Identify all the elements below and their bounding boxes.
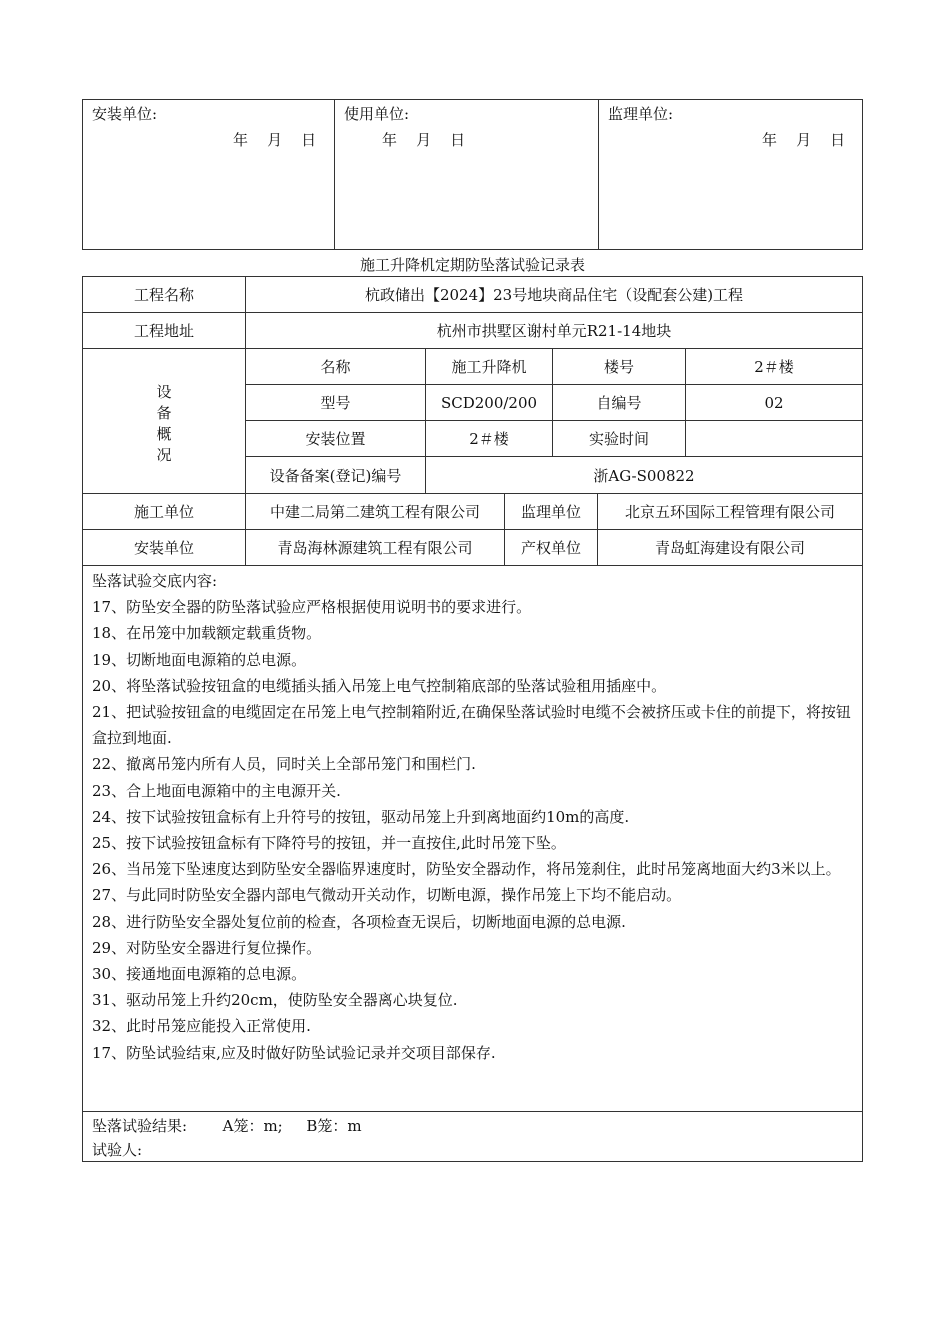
test-result-label: 坠落试验结果: xyxy=(92,1117,188,1135)
self-number-label: 自编号 xyxy=(553,385,686,420)
test-briefing-step: 21、把试验按钮盒的电缆固定在吊笼上电气控制箱附近,在确保坠落试验时电缆不会被挤压或卡住的前提下，将按钮盒拉到地面. xyxy=(92,703,851,748)
test-briefing-heading: 坠落试验交底内容: xyxy=(92,572,218,590)
project-name-label: 工程名称 xyxy=(83,277,246,312)
test-briefing-step: 18、在吊笼中加载额定载重货物。 xyxy=(92,624,322,643)
equipment-overview xyxy=(83,349,862,494)
record-number-value: 浙AG-S00822 xyxy=(593,467,695,485)
form-title: 施工升降机定期防坠落试验记录表 xyxy=(359,256,585,274)
construction-unit-row xyxy=(83,494,862,530)
test-briefing-step: 17、防坠试验结束,应及时做好防坠试验记录并交项目部保存. xyxy=(92,1043,496,1062)
self-number-value: 02 xyxy=(764,393,784,412)
model-value: SCD200/200 xyxy=(426,385,553,420)
test-briefing-content xyxy=(83,566,862,1112)
supervision-unit-signature-label: 监理单位: xyxy=(608,105,674,123)
signature-table xyxy=(82,99,863,250)
equipment-label-char: 况 xyxy=(156,446,172,464)
install-unit-value: 青岛海林源建筑工程有限公司 xyxy=(246,530,505,565)
test-time-label: 实验时间 xyxy=(553,421,686,456)
install-unit-row xyxy=(83,530,862,566)
project-address-label: 工程地址 xyxy=(83,313,246,348)
equipment-label-char: 概 xyxy=(156,425,172,443)
install-unit-signature-date: 年 月 日 xyxy=(233,131,317,149)
test-result-section xyxy=(83,1112,862,1161)
record-number-row xyxy=(246,457,862,494)
cage-a-result: A笼：m; xyxy=(222,1117,283,1135)
install-location-value: 2＃楼 xyxy=(426,421,553,456)
tester-line xyxy=(92,1138,853,1162)
project-name-value: 杭政储出【2024】23号地块商品住宅（设配套公建)工程 xyxy=(364,286,744,304)
test-briefing-step: 17、防坠安全器的防坠落试验应严格根据使用说明书的要求进行。 xyxy=(92,598,532,617)
supervision-unit-label: 监理单位 xyxy=(505,494,598,529)
test-briefing-step: 27、与此同时防坠安全器内部电气微动开关动作，切断电源，操作吊笼上下均不能启动。 xyxy=(92,886,682,905)
install-unit-label: 安装单位 xyxy=(83,530,246,565)
equipment-label-char: 备 xyxy=(156,404,172,422)
supervision-unit-signature-date: 年 月 日 xyxy=(762,131,846,149)
user-unit-signature-label: 使用单位: xyxy=(344,105,410,123)
supervision-unit-signature-cell xyxy=(599,100,862,249)
test-briefing-step: 22、撤离吊笼内所有人员，同时关上全部吊笼门和围栏门. xyxy=(92,755,476,774)
user-unit-signature-date: 年 月 日 xyxy=(382,131,466,149)
user-unit-signature-cell xyxy=(335,100,599,249)
test-result-line xyxy=(92,1114,853,1138)
construction-unit-label: 施工单位 xyxy=(83,494,246,529)
test-briefing-step: 25、按下试验按钮盒标有下降符号的按钮，并一直按住,此时吊笼下坠。 xyxy=(92,834,566,853)
test-briefing-step: 28、进行防坠安全器处复位前的检查，各项检查无误后，切断地面电源的总电源. xyxy=(92,912,626,931)
install-unit-signature-cell xyxy=(83,100,335,249)
project-address-row xyxy=(83,313,862,349)
project-name-row xyxy=(83,277,862,313)
equipment-name-label: 名称 xyxy=(246,349,426,384)
tester-label: 试验人: xyxy=(92,1141,143,1159)
test-briefing-step: 29、对防坠安全器进行复位操作。 xyxy=(92,938,322,957)
equipment-name-value: 施工升降机 xyxy=(426,349,553,384)
install-location-label: 安装位置 xyxy=(246,421,426,456)
construction-unit-value: 中建二局第二建筑工程有限公司 xyxy=(246,494,505,529)
equipment-model-row xyxy=(246,385,862,421)
test-briefing-step: 19、切断地面电源箱的总电源。 xyxy=(92,650,307,669)
record-table xyxy=(82,276,863,1162)
equipment-overview-label xyxy=(83,349,246,493)
test-briefing-step: 31、驱动吊笼上升约20cm，使防坠安全器离心块复位. xyxy=(92,991,458,1010)
test-briefing-step: 24、按下试验按钮盒标有上升符号的按钮，驱动吊笼上升到离地面约10m的高度. xyxy=(92,807,630,826)
building-value: 2＃楼 xyxy=(754,358,794,376)
model-label: 型号 xyxy=(246,385,426,420)
test-briefing-step: 32、此时吊笼应能投入正常使用. xyxy=(92,1017,311,1036)
install-location-row xyxy=(246,421,862,457)
cage-b-result: B笼：m xyxy=(306,1117,362,1135)
project-address-value: 杭州市拱墅区谢村单元R21-14地块 xyxy=(436,322,672,340)
record-number-label: 设备备案(登记)编号 xyxy=(246,457,426,494)
test-briefing-step: 20、将坠落试验按钮盒的电缆插头插入吊笼上电气控制箱底部的坠落试验租用插座中。 xyxy=(92,676,667,695)
install-unit-signature-label: 安装单位: xyxy=(92,105,158,123)
building-label: 楼号 xyxy=(553,349,686,384)
equipment-name-row xyxy=(246,349,862,385)
equipment-details xyxy=(246,349,862,493)
test-briefing-step: 30、接通地面电源箱的总电源。 xyxy=(92,965,307,984)
test-time-value xyxy=(686,421,862,456)
equipment-label-char: 设 xyxy=(156,383,172,401)
owner-unit-label: 产权单位 xyxy=(505,530,598,565)
test-briefing-step: 26、当吊笼下坠速度达到防坠安全器临界速度时，防坠安全器动作，将吊笼刹住，此时吊笼离地面大约3米以上。 xyxy=(92,860,841,879)
supervision-unit-value: 北京五环国际工程管理有限公司 xyxy=(624,503,835,521)
test-briefing-step: 23、合上地面电源箱中的主电源开关. xyxy=(92,781,341,800)
owner-unit-value: 青岛虹海建设有限公司 xyxy=(654,539,805,557)
